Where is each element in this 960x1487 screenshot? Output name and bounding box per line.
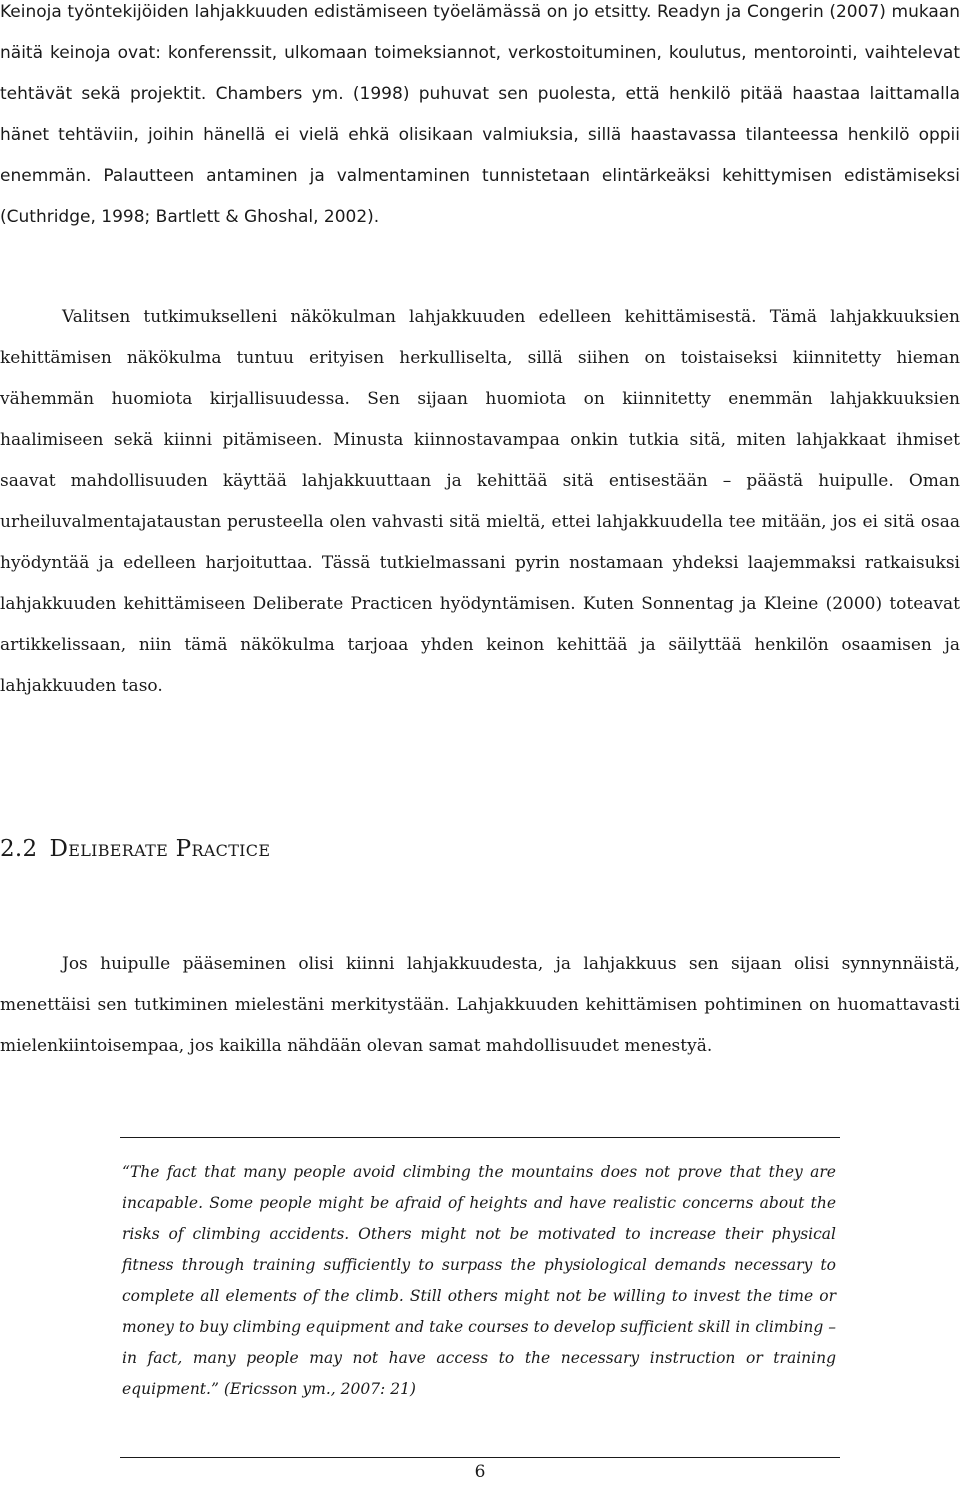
section-number: 2.2 [0, 836, 38, 862]
paragraph-research-perspective: Valitsen tutkimukselleni näkökulman lahjakkuuden edelleen kehittämisestä. Tämä lahjakkuuksien kehittämisen näkökulma tuntuu erityisen herkulliselta, sillä siihen on toistaiseksi kiinnitetty hieman vähemmän huomiota kirjallisuudessa. Sen sijaan huomiota on kiinnitetty enemmän lahjakkuuksien haalimiseen sekä kiinni pitämiseen. Minusta kiinnostavampaa onkin tutkia sitä, miten lahjakkaat ihmiset saavat mahdollisuuden käyttää lahjakkuuttaan ja kehittää sitä entisestään – päästä huipulle. Oman urheiluvalmentajataustan perusteella olen vahvasti sitä mieltä, ettei lahjakkuudella tee mitään, jos ei sitä osaa hyödyntää ja edelleen harjoituttaa. Tässä tutkielmassani pyrin nostamaan yhdeksi laajemmaksi ratkaisuksi lahjakkuuden kehittämiseen Deliberate Practicen hyödyntämisen. Kuten Sonnentag ja Kleine (2000) toteavat artikkelissaan, niin tämä näkökulma tarjoaa yhden keinon kehittää ja säilyttää henkilön osaamisen ja lahjakkuuden taso. [0, 307, 960, 696]
quote-bottom-rule [120, 1457, 840, 1458]
section-title: Deliberate Practice [49, 836, 271, 862]
paragraph-talent-development-methods: Keinoja työntekijöiden lahjakkuuden edistämiseen työelämässä on jo etsitty. Readyn ja Congerin (2007) mukaan näitä keinoja ovat: konferenssit, ulkomaan toimeksiannot, verkostoituminen, koulutus, mentorointi, vaihtelevat tehtävät sekä projektit. Chambers ym. (1998) puhuvat sen puolesta, että henkilö pitää haastaa laittamalla hänet tehtäviin, joihin hänellä ei vielä ehkä olisikaan valmiuksia, sillä haastavassa tilanteessa henkilö oppii enemmän. Palautteen antaminen ja valmentaminen tunnistetaan elintärkeäksi kehittymisen edistämiseksi (Cuthridge, 1998; Bartlett & Ghoshal, 2002). [0, 2, 960, 227]
section-heading [0, 836, 270, 862]
paragraph-intro-deliberate-practice: Jos huipulle pääseminen olisi kiinni lahjakkuudesta, ja lahjakkuus sen sijaan olisi synnynnäistä, menettäisi sen tutkiminen mielestäni merkitystään. Lahjakkuuden kehittämisen pohtiminen on huomattavasti mielenkiintoisempaa, jos kaikilla nähdään olevan samat mahdollisuudet menestyä. [0, 954, 960, 1056]
page-number: 6 [474, 1462, 486, 1482]
quote-top-rule [120, 1137, 840, 1138]
block-quote: “The fact that many people avoid climbing the mountains does not prove that they are incapable. Some people might be afraid of heights and have realistic concerns about the risks of climbing accidents. Others might not be motivated to increase their physical fitness through training sufficiently to surpass the physiological demands necessary to complete all elements of the climb. Still others might not be willing to invest the time or money to buy climbing equipment and take courses to develop sufficient skill in climbing – in fact, many people may not have access to the necessary instruction or training equipment.” (Ericsson ym., 2007: 21) [122, 1163, 836, 1398]
